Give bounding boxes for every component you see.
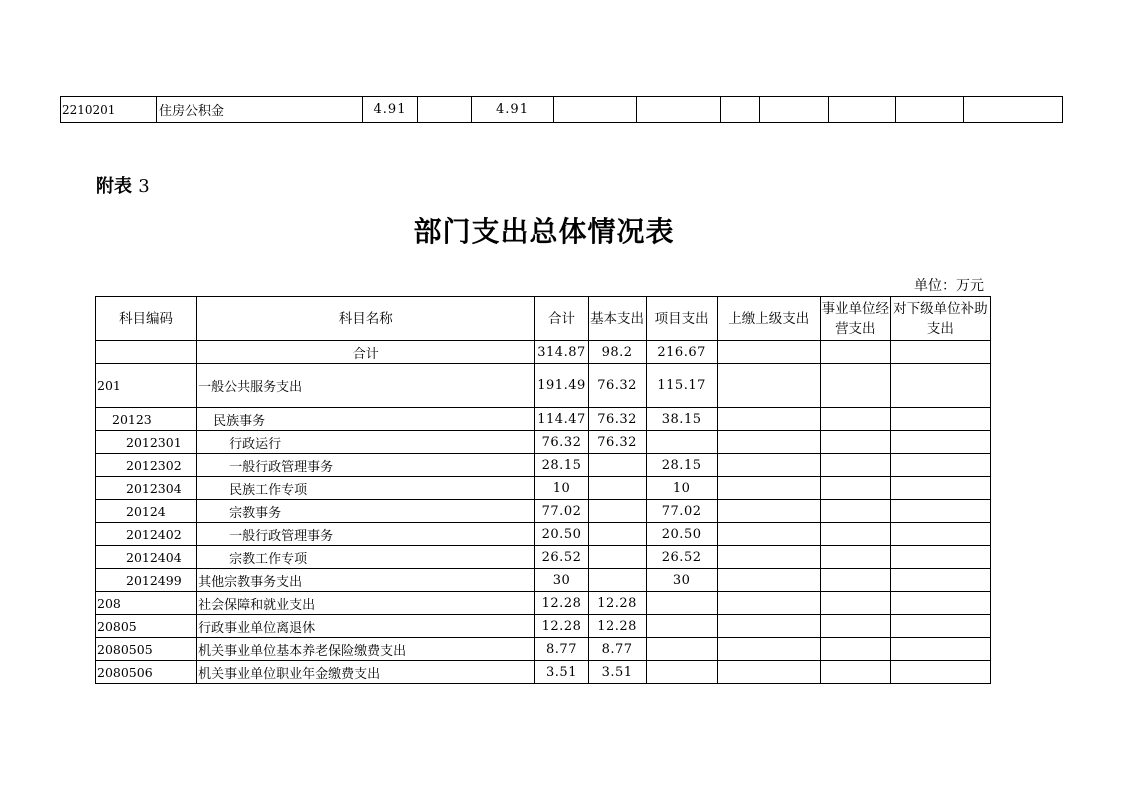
subsidy-cell bbox=[890, 408, 990, 431]
code-cell: 2012404 bbox=[96, 546, 197, 569]
name-cell: 社会保障和就业支出 bbox=[197, 592, 535, 615]
name-cell: 民族事务 bbox=[197, 408, 535, 431]
name-cell: 机关事业单位职业年金缴费支出 bbox=[197, 661, 535, 684]
subsidy-cell bbox=[890, 500, 990, 523]
header-row bbox=[96, 297, 991, 341]
name-cell: 住房公积金 bbox=[157, 97, 363, 123]
business-cell bbox=[820, 569, 890, 592]
table-row bbox=[96, 477, 991, 500]
upper-cell bbox=[717, 408, 820, 431]
table-row bbox=[96, 638, 991, 661]
basic-cell bbox=[588, 546, 646, 569]
expenditure-table bbox=[95, 296, 991, 684]
code-cell: 201 bbox=[96, 364, 197, 408]
name-cell: 一般公共服务支出 bbox=[197, 364, 535, 408]
upper-cell bbox=[717, 523, 820, 546]
basic-cell bbox=[588, 569, 646, 592]
name-cell: 一般行政管理事务 bbox=[197, 523, 535, 546]
empty-cell bbox=[554, 97, 637, 123]
code-cell: 20124 bbox=[96, 500, 197, 523]
total-cell: 191.49 bbox=[535, 364, 588, 408]
name-cell: 机关事业单位基本养老保险缴费支出 bbox=[197, 638, 535, 661]
basic-cell: 12.28 bbox=[588, 615, 646, 638]
basic-cell: 3.51 bbox=[588, 661, 646, 684]
subsidy-cell bbox=[890, 638, 990, 661]
table-row bbox=[96, 431, 991, 454]
empty-cell bbox=[721, 97, 760, 123]
project-cell: 38.15 bbox=[646, 408, 717, 431]
project-cell bbox=[646, 661, 717, 684]
total-cell: 114.47 bbox=[535, 408, 588, 431]
empty-cell bbox=[418, 97, 472, 123]
upper-cell bbox=[717, 638, 820, 661]
total-cell: 76.32 bbox=[535, 431, 588, 454]
header-business: 事业单位经营支出 bbox=[820, 297, 890, 341]
annex-number: 3 bbox=[138, 176, 150, 197]
project-cell: 20.50 bbox=[646, 523, 717, 546]
name-cell: 宗教事务 bbox=[197, 500, 535, 523]
basic-cell: 76.32 bbox=[588, 431, 646, 454]
business-cell bbox=[820, 477, 890, 500]
upper-cell bbox=[717, 569, 820, 592]
subsidy-cell bbox=[890, 341, 990, 364]
basic-cell: 8.77 bbox=[588, 638, 646, 661]
business-cell bbox=[820, 408, 890, 431]
total-cell: 4.91 bbox=[363, 97, 418, 123]
project-cell: 10 bbox=[646, 477, 717, 500]
business-cell bbox=[820, 500, 890, 523]
project-cell bbox=[646, 592, 717, 615]
table-row bbox=[96, 569, 991, 592]
annex-label bbox=[96, 172, 150, 198]
header-subsidy: 对下级单位补助支出 bbox=[890, 297, 990, 341]
name-cell: 一般行政管理事务 bbox=[197, 454, 535, 477]
basic-cell bbox=[588, 477, 646, 500]
subsidy-cell bbox=[890, 546, 990, 569]
basic-cell: 76.32 bbox=[588, 408, 646, 431]
name-cell: 行政运行 bbox=[197, 431, 535, 454]
empty-cell bbox=[964, 97, 1063, 123]
header-name: 科目名称 bbox=[197, 297, 535, 341]
code-cell: 20805 bbox=[96, 615, 197, 638]
subsidy-cell bbox=[890, 661, 990, 684]
table-row bbox=[96, 546, 991, 569]
upper-cell bbox=[717, 341, 820, 364]
name-cell: 民族工作专项 bbox=[197, 477, 535, 500]
table-row bbox=[96, 408, 991, 431]
total-cell: 26.52 bbox=[535, 546, 588, 569]
total-cell: 3.51 bbox=[535, 661, 588, 684]
code-cell: 2012499 bbox=[96, 569, 197, 592]
code-cell: 208 bbox=[96, 592, 197, 615]
subsidy-cell bbox=[890, 477, 990, 500]
project-cell: 30 bbox=[646, 569, 717, 592]
empty-cell bbox=[637, 97, 721, 123]
business-cell bbox=[820, 546, 890, 569]
project-cell bbox=[646, 615, 717, 638]
code-cell: 2012304 bbox=[96, 477, 197, 500]
basic-cell: 98.2 bbox=[588, 341, 646, 364]
code-cell: 2012301 bbox=[96, 431, 197, 454]
empty-cell bbox=[760, 97, 829, 123]
project-cell bbox=[646, 431, 717, 454]
table-row bbox=[96, 592, 991, 615]
basic-cell bbox=[588, 523, 646, 546]
subsidy-cell bbox=[890, 615, 990, 638]
basic-cell: 12.28 bbox=[588, 592, 646, 615]
total-row bbox=[96, 341, 991, 364]
total-cell: 10 bbox=[535, 477, 588, 500]
project-cell: 28.15 bbox=[646, 454, 717, 477]
upper-cell bbox=[717, 431, 820, 454]
upper-cell bbox=[717, 661, 820, 684]
upper-cell bbox=[717, 500, 820, 523]
header-total: 合计 bbox=[535, 297, 588, 341]
business-cell bbox=[820, 454, 890, 477]
total-cell: 28.15 bbox=[535, 454, 588, 477]
table-row bbox=[96, 500, 991, 523]
code-cell: 2080506 bbox=[96, 661, 197, 684]
total-cell: 12.28 bbox=[535, 592, 588, 615]
upper-cell bbox=[717, 477, 820, 500]
total-cell: 314.87 bbox=[535, 341, 588, 364]
basic-cell: 4.91 bbox=[472, 97, 554, 123]
table-row bbox=[96, 523, 991, 546]
unit-label: 单位：万元 bbox=[914, 278, 984, 294]
subsidy-cell bbox=[890, 569, 990, 592]
project-cell bbox=[646, 638, 717, 661]
upper-cell bbox=[717, 546, 820, 569]
subsidy-cell bbox=[890, 523, 990, 546]
header-upper: 上缴上级支出 bbox=[717, 297, 820, 341]
upper-cell bbox=[717, 454, 820, 477]
subsidy-cell bbox=[890, 592, 990, 615]
business-cell bbox=[820, 341, 890, 364]
subsidy-cell bbox=[890, 454, 990, 477]
empty-cell bbox=[829, 97, 896, 123]
header-project: 项目支出 bbox=[646, 297, 717, 341]
continuation-table bbox=[60, 96, 1063, 123]
code-cell bbox=[96, 341, 197, 364]
total-cell: 77.02 bbox=[535, 500, 588, 523]
header-basic: 基本支出 bbox=[588, 297, 646, 341]
total-cell: 30 bbox=[535, 569, 588, 592]
basic-cell bbox=[588, 500, 646, 523]
subsidy-cell bbox=[890, 364, 990, 408]
header-code: 科目编码 bbox=[96, 297, 197, 341]
business-cell bbox=[820, 661, 890, 684]
total-cell: 20.50 bbox=[535, 523, 588, 546]
business-cell bbox=[820, 431, 890, 454]
upper-cell bbox=[717, 615, 820, 638]
code-cell: 20123 bbox=[96, 408, 197, 431]
business-cell bbox=[820, 592, 890, 615]
table-row bbox=[96, 615, 991, 638]
name-cell: 行政事业单位离退休 bbox=[197, 615, 535, 638]
project-cell: 216.67 bbox=[646, 341, 717, 364]
total-cell: 12.28 bbox=[535, 615, 588, 638]
upper-cell bbox=[717, 364, 820, 408]
subsidy-cell bbox=[890, 431, 990, 454]
table-row bbox=[96, 454, 991, 477]
business-cell bbox=[820, 523, 890, 546]
empty-cell bbox=[896, 97, 964, 123]
table-row bbox=[96, 364, 991, 408]
basic-cell: 76.32 bbox=[588, 364, 646, 408]
project-cell: 115.17 bbox=[646, 364, 717, 408]
business-cell bbox=[820, 615, 890, 638]
name-cell: 宗教工作专项 bbox=[197, 546, 535, 569]
name-cell: 合计 bbox=[197, 341, 535, 364]
annex-label-text: 附表 bbox=[96, 176, 132, 197]
upper-cell bbox=[717, 592, 820, 615]
total-cell: 8.77 bbox=[535, 638, 588, 661]
basic-cell bbox=[588, 454, 646, 477]
business-cell bbox=[820, 638, 890, 661]
code-cell: 2080505 bbox=[96, 638, 197, 661]
business-cell bbox=[820, 364, 890, 408]
page-title: 部门支出总体情况表 bbox=[413, 215, 675, 248]
table-row bbox=[96, 661, 991, 684]
code-cell: 2012402 bbox=[96, 523, 197, 546]
code-cell: 2210201 bbox=[61, 97, 157, 123]
project-cell: 26.52 bbox=[646, 546, 717, 569]
project-cell: 77.02 bbox=[646, 500, 717, 523]
name-cell: 其他宗教事务支出 bbox=[197, 569, 535, 592]
table-row bbox=[61, 97, 1063, 123]
code-cell: 2012302 bbox=[96, 454, 197, 477]
